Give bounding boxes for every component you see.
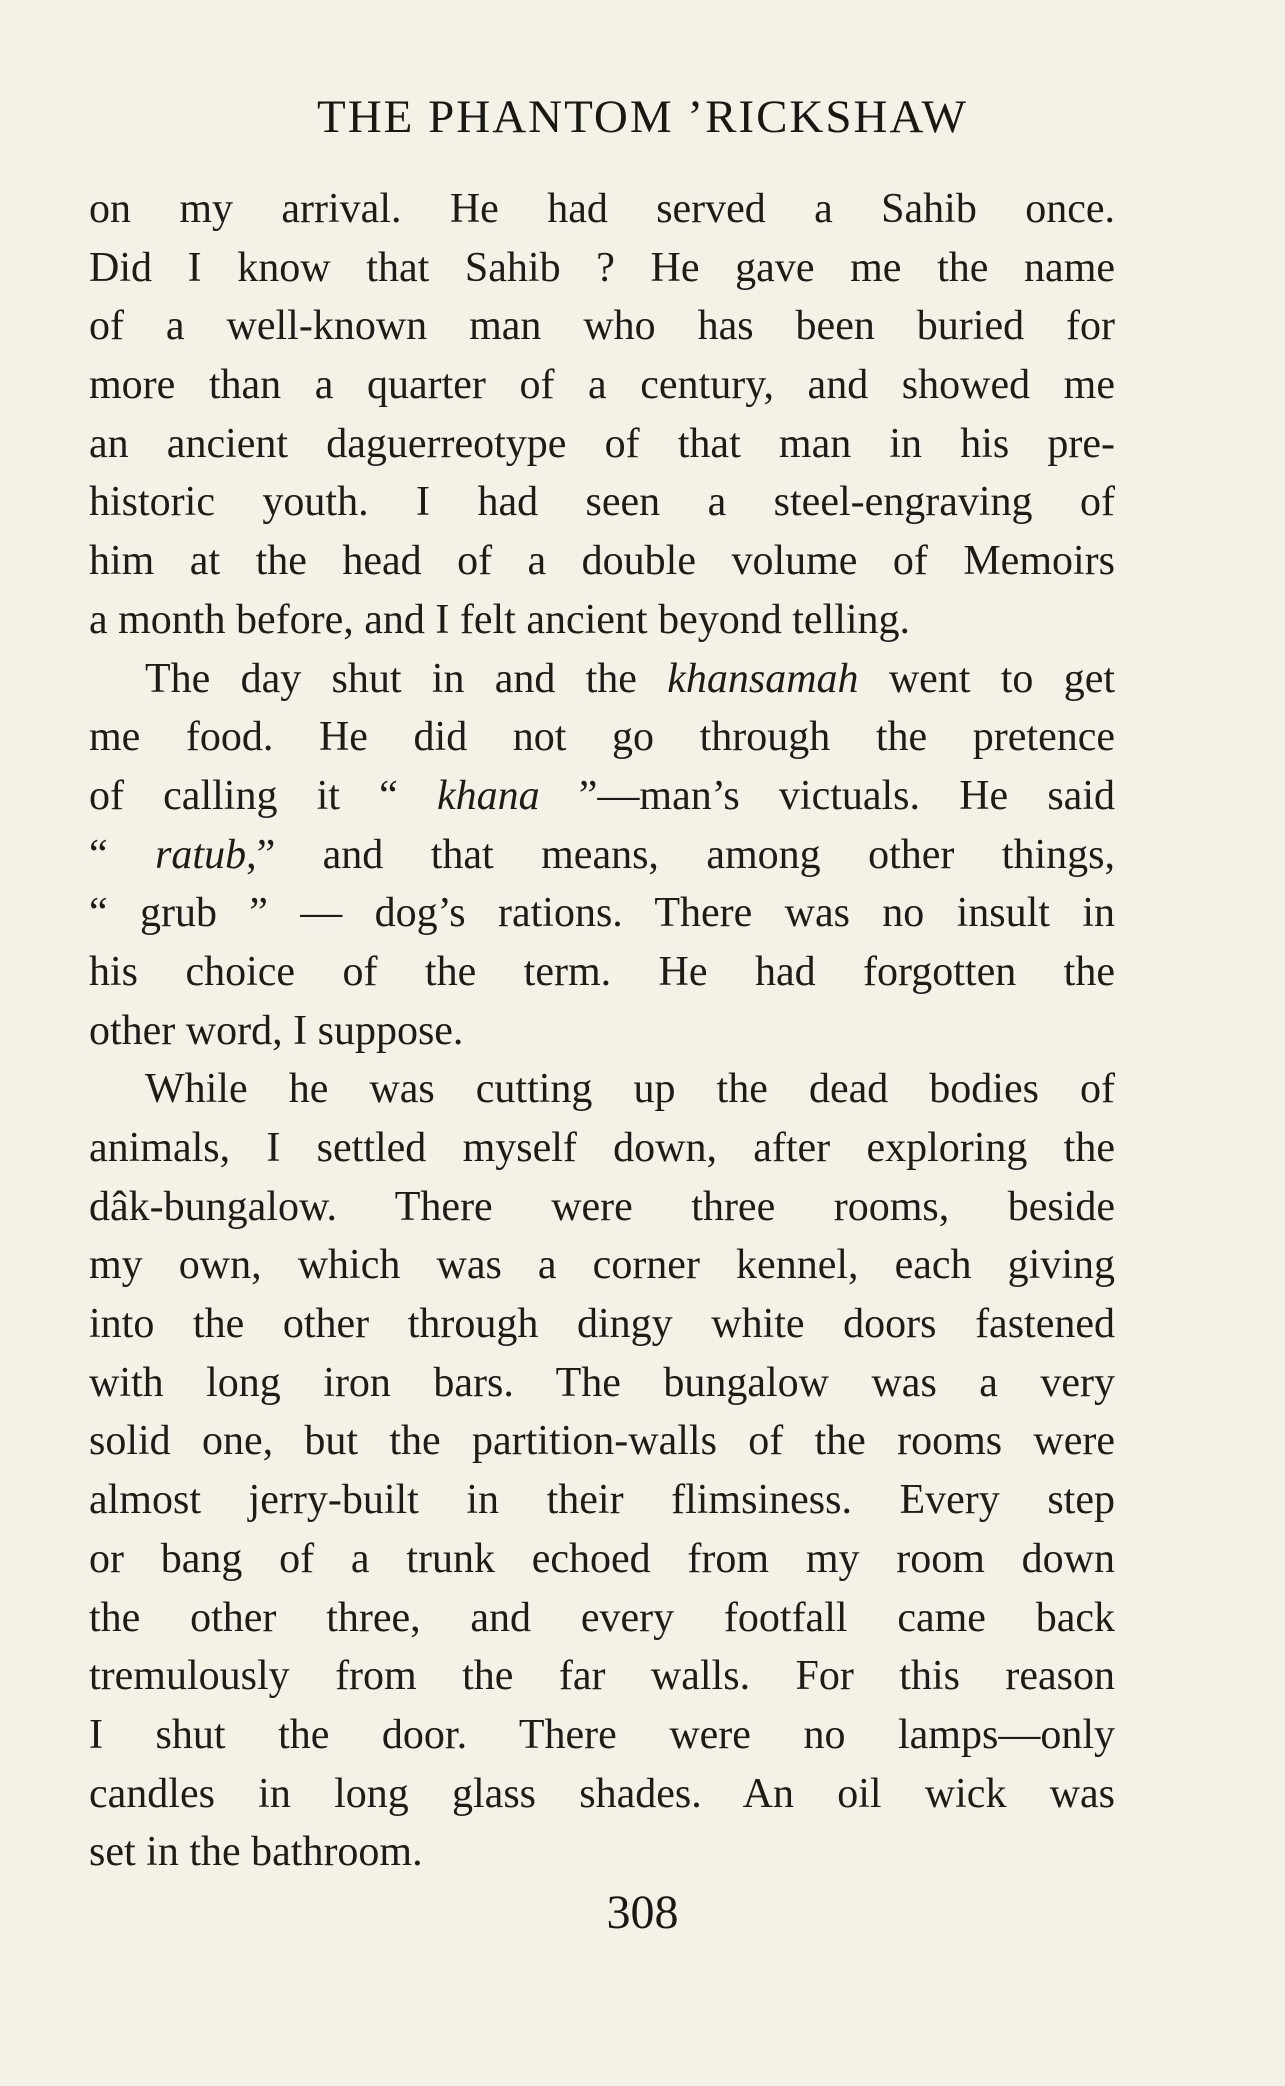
text-line: into the other through dingy white doors fastened — [89, 1301, 1115, 1348]
text-line: or bang of a trunk echoed from my room down — [89, 1535, 1115, 1582]
text-line: candles in long glass shades. An oil wick was — [89, 1770, 1115, 1817]
text-line — [89, 767, 1115, 826]
page-number: 308 — [606, 1886, 679, 1939]
running-head: THE PHANTOM ’RICKSHAW — [317, 91, 968, 143]
text-line: animals, I settled myself down, after exploring the — [89, 1125, 1115, 1171]
text-line: While he was cutting up the dead bodies of — [145, 1066, 1115, 1113]
text-segment: The day shut in and the — [145, 655, 668, 702]
italic-word: ratub — [155, 831, 247, 878]
text-line: solid one, but the partition-walls of the rooms were — [89, 1418, 1115, 1465]
text-line: dâk-bungalow. There were three rooms, beside — [89, 1183, 1115, 1230]
text-line: a month before, and I felt ancient beyond telling. — [89, 596, 911, 643]
text-line: with long iron bars. The bungalow was a very — [89, 1359, 1115, 1406]
text-segment: of calling it “ — [89, 772, 437, 819]
text-segment: ,” and that means, among other things, — [246, 831, 1115, 878]
text-segment: went to get — [858, 655, 1116, 702]
text-line: me food. He did not go through the pretence — [89, 714, 1115, 761]
text-line: almost jerry-built in their flimsiness. Every step — [89, 1477, 1115, 1524]
text-line: “ grub ” — dog’s rations. There was no insult in — [89, 890, 1115, 937]
text-line: of a well-known man who has been buried for — [89, 303, 1115, 350]
text-line: an ancient daguerreotype of that man in his pre- — [89, 420, 1115, 467]
text-line: I shut the door. There were no lamps—only — [89, 1711, 1115, 1758]
text-line: Did I know that Sahib ? He gave me the name — [89, 244, 1115, 291]
text-line: him at the head of a double volume of Memoirs — [89, 538, 1115, 585]
text-line: the other three, and every footfall came back — [89, 1594, 1115, 1641]
text-line: my own, which was a corner kennel, each giving — [89, 1242, 1115, 1289]
text-segment: ”—man’s victuals. He said — [539, 772, 1115, 819]
italic-word: khana — [436, 772, 540, 819]
text-line: tremulously from the far walls. For this reason — [89, 1653, 1115, 1700]
text-line — [89, 826, 1115, 885]
text-line: on my arrival. He had served a Sahib once. — [89, 186, 1115, 232]
text-line: historic youth. I had seen a steel-engraving of — [89, 479, 1115, 526]
italic-word: khansamah — [667, 655, 859, 702]
text-line: set in the bathroom. — [89, 1829, 423, 1876]
text-segment: “ — [89, 831, 156, 878]
text-line: his choice of the term. He had forgotten the — [89, 948, 1115, 995]
text-line — [89, 650, 1115, 709]
body-text — [89, 180, 1115, 1882]
text-line: other word, I suppose. — [89, 1007, 464, 1054]
text-line: more than a quarter of a century, and showed me — [89, 362, 1115, 409]
